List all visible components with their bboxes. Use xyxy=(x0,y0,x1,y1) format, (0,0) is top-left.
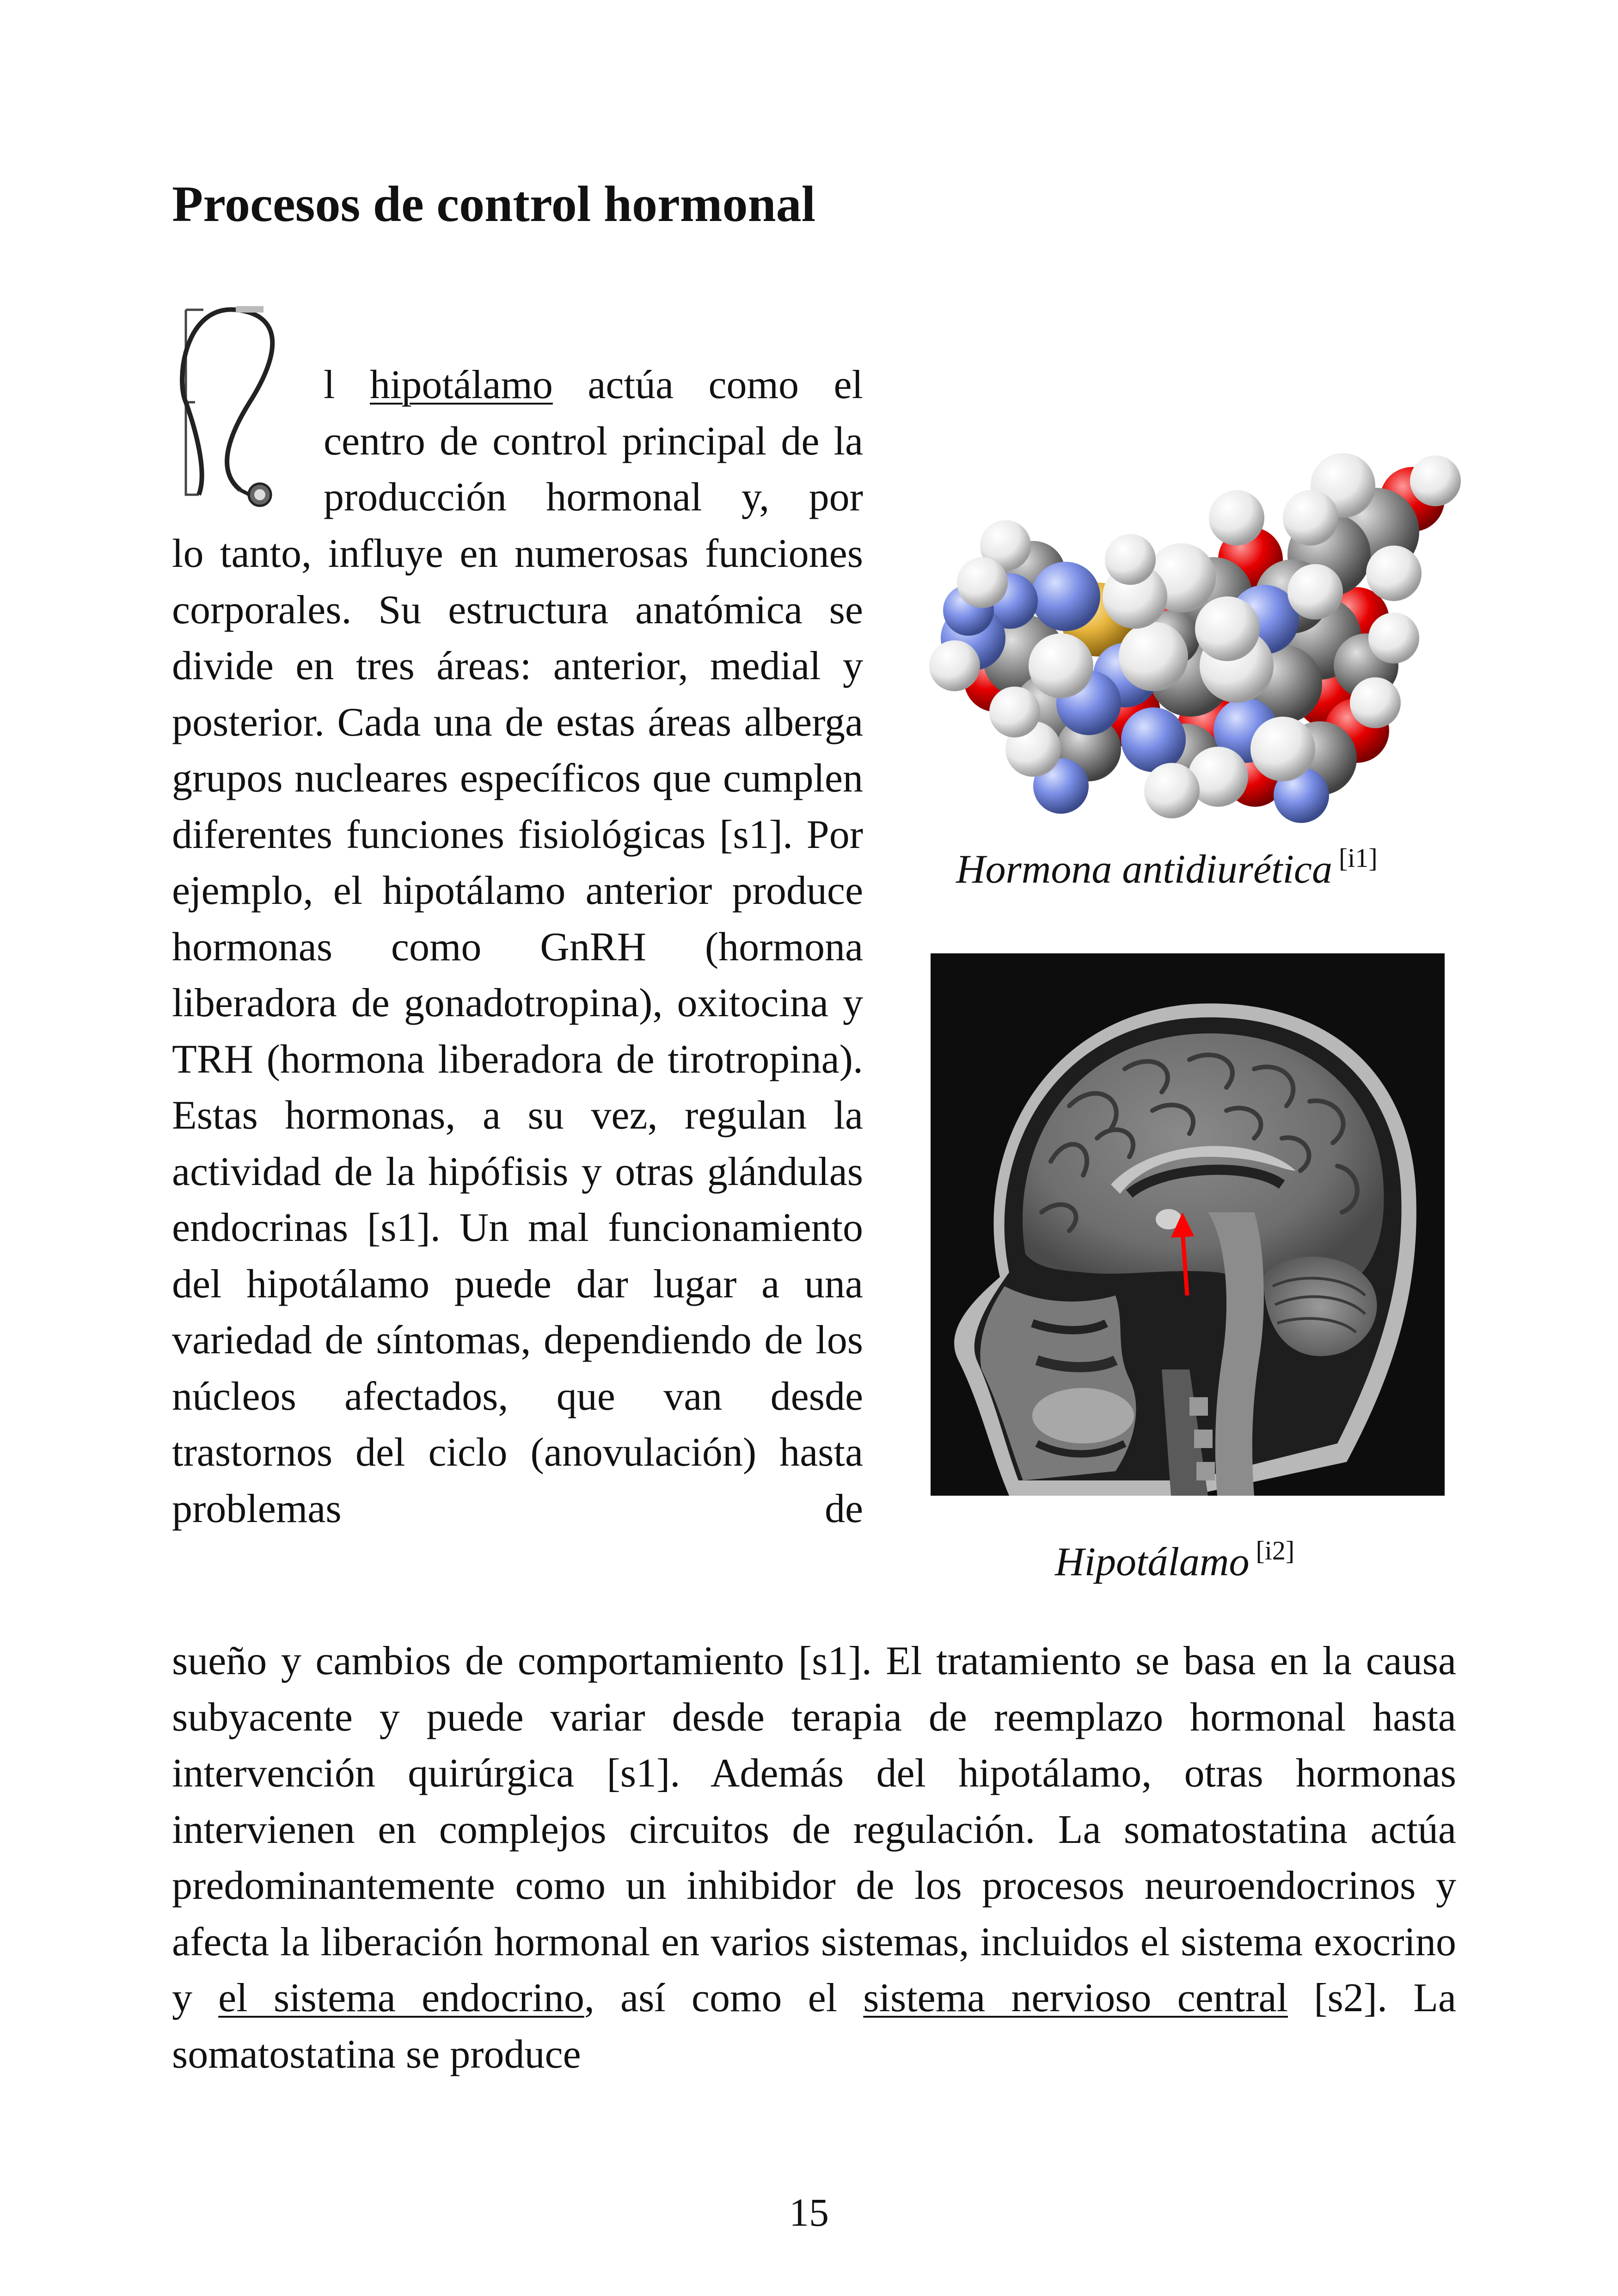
hipotalamo-link[interactable]: hipotálamo xyxy=(369,362,553,407)
figure-caption-molecule xyxy=(956,843,1378,893)
full-width-paragraph xyxy=(172,1633,1456,2082)
hydrogen-atom xyxy=(989,687,1040,737)
hydrogen-atom xyxy=(1119,622,1188,691)
hydrogen-atom xyxy=(1144,763,1200,818)
figure-caption-mri xyxy=(1055,1535,1295,1585)
hydrogen-atom xyxy=(929,640,980,691)
stethoscope-letter-E-icon xyxy=(166,296,305,513)
hydrogen-atom xyxy=(1250,717,1315,781)
hydrogen-atom xyxy=(957,557,1008,608)
caption-text: Hipotálamo xyxy=(1055,1540,1250,1584)
page-title: Procesos de control hormonal xyxy=(172,176,816,232)
paragraph-text: sueño y cambios de comportamiento [s1]. El tratamiento se basa en la causa subyacente y puede variar desde terapia de reemplazo hormonal hasta intervención quirúrgica [s1]. Además del hipotálamo, otras hormonas intervienen en complejos circuitos de regulación. La somatostatina actúa predominantemente como un inhibidor de los procesos neuroendocrinos y afecta la liberación hormonal en varios sistemas, incluidos el sistema exocrino y xyxy=(172,1639,1456,2020)
hydrogen-atom xyxy=(1368,613,1419,663)
molecule-image xyxy=(913,379,1463,823)
main-paragraph: lo tanto, influye en numerosas funciones corporales. Su estructura anatómica se divide en tres áreas: anterior, medial y posterior. Cada una de estas áreas alberga grupos nucleares específicos que cumplen diferentes funciones fisiológicas [s1]. Por ejemplo, el hipotálamo anterior produce hormonas como GnRH (hormona liberadora de gonadotropina), oxitocina y TRH (hormona liberadora de tirotropina). Estas hormonas, a su vez, regulan la actividad de la hipófisis y otras glándulas endocrinas [s1]. Un mal funcionamiento del hipotálamo puede dar lugar a una variedad de síntomas, dependiendo de los núcleos afectados, que van desde trastornos del ciclo (anovulación) hasta problemas de xyxy=(172,531,863,1531)
caption-reference[interactable]: [i2] xyxy=(1256,1535,1295,1565)
hydrogen-atom xyxy=(1287,564,1343,620)
intro-text: l xyxy=(324,362,370,407)
hydrogen-atom xyxy=(1209,490,1264,546)
hydrogen-atom xyxy=(1283,490,1338,546)
sistema-endocrino-link[interactable]: el sistema endocrino xyxy=(218,1976,584,2020)
sistema-nervioso-central-link[interactable]: sistema nervioso central xyxy=(863,1976,1288,2020)
hydrogen-atom xyxy=(1105,534,1156,585)
intro-paragraph xyxy=(324,357,863,526)
caption-reference[interactable]: [i1] xyxy=(1338,843,1378,873)
hydrogen-atom xyxy=(1029,633,1093,698)
mri-brain-image xyxy=(931,953,1445,1496)
page-number: 15 xyxy=(789,2190,829,2235)
paragraph-text: [s2]. La somatostatina se produce xyxy=(172,1976,1457,2077)
hydrogen-atom xyxy=(1366,546,1422,601)
hydrogen-atom xyxy=(1195,596,1260,661)
intro-text-rest: actúa como el centro de control principal de la producción hormonal y, por xyxy=(324,362,864,520)
nitrogen-atom xyxy=(1121,707,1186,772)
paragraph-text: , así como el xyxy=(584,1976,864,2020)
hydrogen-atom xyxy=(1410,455,1461,506)
nitrogen-atom xyxy=(1031,562,1100,631)
hydrogen-atom xyxy=(1350,677,1401,728)
caption-text: Hormona antidiurética xyxy=(956,847,1332,892)
